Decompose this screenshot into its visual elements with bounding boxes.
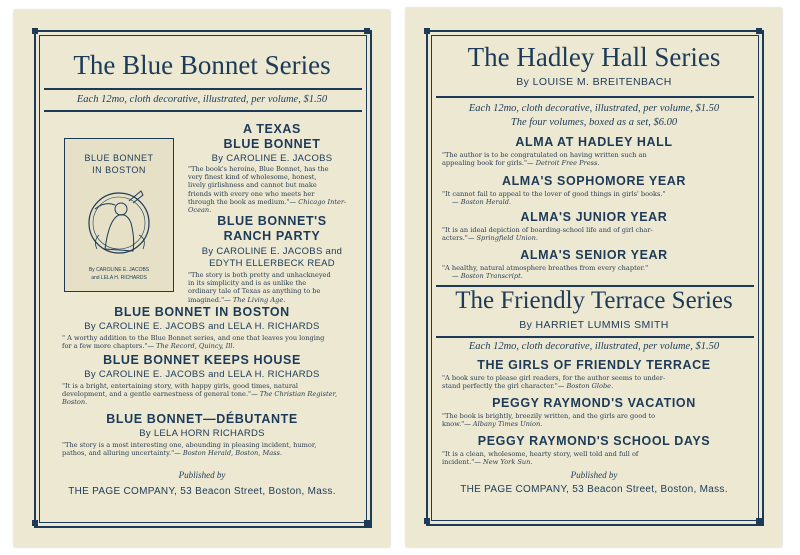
book-title: BLUE BONNET—DÉBUTANTE [106,412,298,426]
price-line: Each 12mo, cloth decorative, illustrated, per volume, $1.50 [76,94,328,105]
series-author: By HARRIET LUMMIS SMITH [519,319,669,331]
corner-ornament [756,518,762,524]
book-byline: By LELA HORN RICHARDS [139,428,265,439]
divider [44,88,362,90]
divider [436,96,754,98]
book-review-quote: " A worthy addition to the Blue Bonnet series, and one that leaves you longing for a few more chapters."— The Record, Quincy, Ill. [62,334,325,351]
book-review-quote: "It is a bright, entertaining story, with happy girls, good times, natural development, and a gentle earnestness of general tone."— The Christian Register, Boston. [62,382,338,407]
book-review-quote: "The story is a most interesting one, abounding in pleasing incident, humor, pathos, and alluring uncertainty."— Boston Herald, Boston, Mass. [62,441,317,458]
book-title: BLUE BONNET [223,137,321,151]
review-source: — New York Sun. [474,458,533,467]
review-source: — Chicago Inter-Ocean. [188,197,347,215]
review-source: — Boston Herald, Boston, Mass. [174,449,283,458]
book-review-quote: "The book's heroine, Blue Bonnet, has the very finest kind of wholesome, honest, lively girlishness and cannot but make friends with every one who meets her through the book as medium."— Chicago Inter-Ocean. [188,165,347,215]
published-by: Published by [178,470,226,480]
book-byline: By CAROLINE E. JACOBS and LELA H. RICHARDS [84,369,320,380]
book-title: PEGGY RAYMOND'S VACATION [492,396,696,410]
book-title: BLUE BONNET IN BOSTON [114,305,290,319]
book-title: BLUE BONNET'S [217,214,327,228]
book-byline: By CAROLINE E. JACOBS [211,153,333,164]
review-source: — Boston Herald. [452,198,512,207]
book-review-quote: "It is a clean, wholesome, hearty story, well told and full of incident."— New York Sun. [442,450,639,467]
left-catalog-page [14,10,390,547]
corner-ornament [32,28,38,34]
cover-title: IN BOSTON [92,165,146,175]
cover-artwork [65,179,173,269]
boxed-set-line: The four volumes, boxed as a set, $6.00 [510,117,678,128]
divider [44,110,362,112]
book-byline: By CAROLINE E. JACOBS and [201,246,343,257]
book-title: PEGGY RAYMOND'S SCHOOL DAYS [477,434,711,448]
review-source: — Albany Times Union. [464,420,543,429]
corner-ornament [756,28,762,34]
book-title: ALMA'S SENIOR YEAR [520,248,668,262]
book-title: ALMA AT HADLEY HALL [515,135,673,149]
price-line: Each 12mo, cloth decorative, illustrated, per volume, $1.50 [468,341,720,352]
corner-ornament [424,28,430,34]
right-catalog-page [406,8,782,547]
corner-ornament [364,520,370,526]
publisher-line: THE PAGE COMPANY, 53 Beacon Street, Boston, Mass. [460,484,728,495]
publisher-line: THE PAGE COMPANY, 53 Beacon Street, Boston, Mass. [68,486,336,497]
published-by: Published by [570,470,618,480]
series-author: By LOUISE M. BREITENBACH [516,76,672,88]
book-review-quote: "A healthy, natural atmosphere breathes from every chapter." — Boston Transcript. [442,264,649,281]
book-cover-illustration [64,138,174,292]
book-review-quote: "It is an ideal depiction of boarding-school life and of girl char- acters."— Springfield Union. [442,226,653,243]
book-review-quote: "The book is brightly, breezily written, and the girls are good to know."— Albany Times Union. [442,412,656,429]
corner-ornament [32,520,38,526]
corner-ornament [424,518,430,524]
book-title: BLUE BONNET KEEPS HOUSE [103,353,301,367]
series-title: The Hadley Hall Series [467,42,721,72]
book-title: ALMA'S SOPHOMORE YEAR [501,174,687,188]
corner-ornament [364,28,370,34]
review-source: — The Record, Quincy, Ill. [147,342,235,351]
price-line: Each 12mo, cloth decorative, illustrated, per volume, $1.50 [468,103,720,114]
book-title: THE GIRLS OF FRIENDLY TERRACE [477,358,711,372]
review-source: — The Christian Register, Boston. [62,390,338,407]
cover-title: BLUE BONNET [84,153,154,163]
series-title: The Blue Bonnet Series [73,50,331,80]
review-source: — Boston Transcript. [452,272,523,281]
review-source: — Boston Globe. [557,382,614,391]
series-title: The Friendly Terrace Series [455,287,733,314]
cover-author: By CAROLINE E. JACOBS [88,267,150,273]
book-byline: EDYTH ELLERBECK READ [209,258,335,269]
book-review-quote: "A book sure to please girl readers, for the author seems to under- stand perfectly the girl character."— Boston Globe. [442,374,666,391]
book-title: A TEXAS [243,122,301,136]
cover-author: and LELA H. RICHARDS [91,275,147,281]
divider [436,336,754,338]
book-byline: By CAROLINE E. JACOBS and LELA H. RICHARDS [84,321,320,332]
review-source: — Springfield Union. [467,234,538,243]
book-review-quote: "It cannot fail to appeal to the lover of good things in girls' books." — Boston Herald. [442,190,666,207]
book-review-quote: "The story is both pretty and unhackneyed in its simplicity and is as unlike the ordinary tale of Texas as anything to be imagined."— The Living Age. [188,271,331,304]
review-source: — The Living Age. [224,295,286,304]
book-title: ALMA'S JUNIOR YEAR [520,210,668,224]
book-review-quote: "The author is to be congratulated on having written such an appealing book for girls."— Detroit Free Press. [442,151,647,168]
book-title: RANCH PARTY [223,229,321,243]
review-source: — Detroit Free Press. [527,159,600,168]
